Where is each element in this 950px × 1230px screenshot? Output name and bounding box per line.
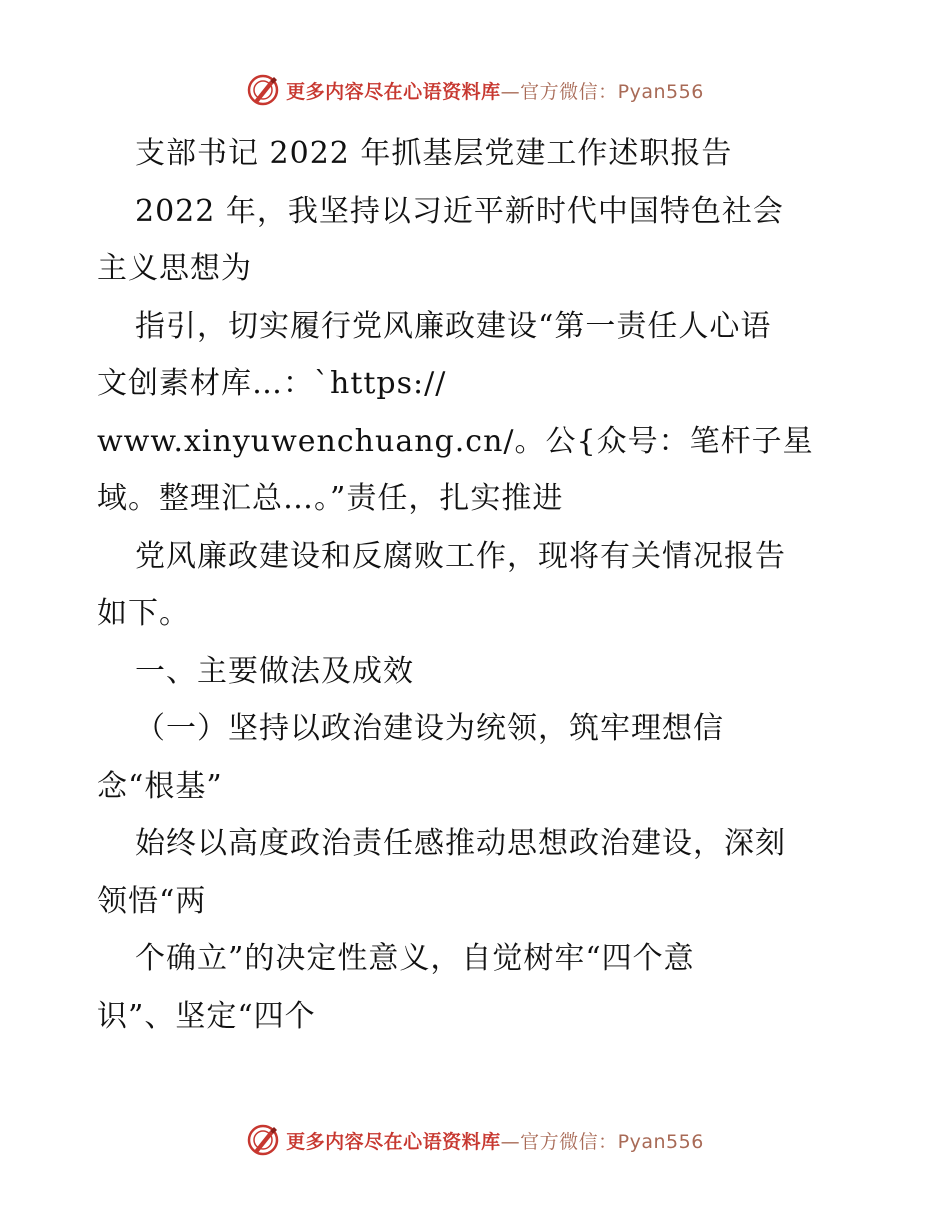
banner-text-tail: —官方微信：Pyan556	[500, 80, 704, 103]
paragraph-line: www.xinyuwenchuang.cn/。公{众号：笔杆子星	[97, 423, 814, 459]
header-banner	[0, 70, 950, 110]
subsection-heading-cont: 念“根基”	[97, 768, 223, 804]
paragraph-line: 党风廉政建设和反腐败工作，现将有关情况报告	[135, 538, 786, 574]
subsection-heading: （一）坚持以政治建设为统领，筑牢理想信	[135, 711, 724, 746]
pen-circle-logo-icon	[246, 73, 280, 107]
paragraph-line: 文创素材库…：`https://	[97, 366, 447, 401]
paragraph-line: 域。整理汇总…。”责任，扎实推进	[97, 481, 564, 516]
banner-text-main: 更多内容尽在心语资料库	[286, 80, 501, 103]
paragraph-line: 如下。	[97, 596, 190, 631]
banner-text	[286, 1127, 704, 1154]
paragraph-line: 指引，切实履行党风廉政建设“第一责任人心语	[135, 308, 772, 344]
pen-circle-logo-icon	[246, 1123, 280, 1157]
section-heading: 一、主要做法及成效	[135, 653, 414, 689]
paragraph-line: 主义思想为	[97, 251, 252, 286]
banner-text-tail: —官方微信：Pyan556	[500, 1130, 704, 1153]
banner-text	[286, 77, 704, 104]
paragraph-line: 识”、坚定“四个	[97, 998, 316, 1034]
paragraph-line: 个确立”的决定性意义，自觉树牢“四个意	[135, 941, 695, 976]
footer-banner	[0, 1120, 950, 1160]
document-body	[97, 125, 857, 1045]
document-title: 支部书记 2022 年抓基层党建工作述职报告	[135, 136, 733, 171]
paragraph-line: 领悟“两	[97, 883, 207, 919]
banner-text-main: 更多内容尽在心语资料库	[286, 1130, 501, 1153]
paragraph-line: 始终以高度政治责任感推动思想政治建设，深刻	[135, 826, 786, 861]
paragraph-line: 2022 年，我坚持以习近平新时代中国特色社会	[135, 193, 784, 229]
